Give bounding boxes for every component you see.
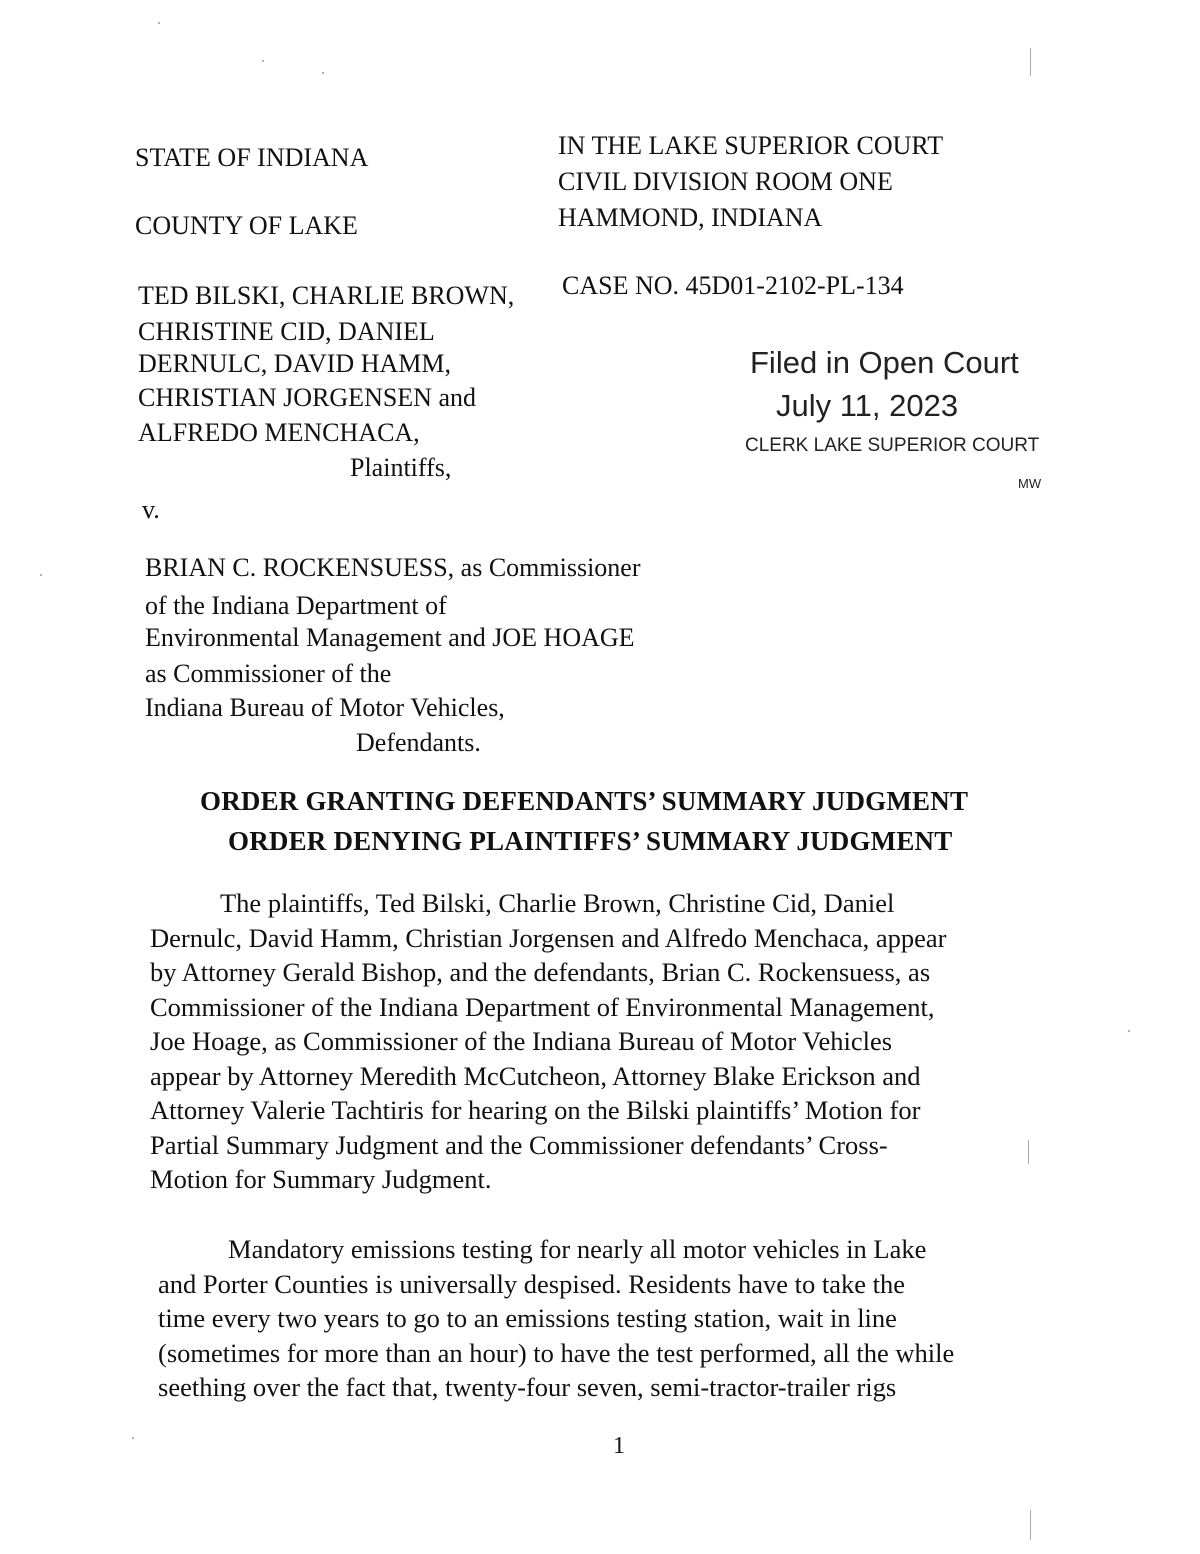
paragraph-appearances bbox=[150, 886, 946, 1197]
scan-mark bbox=[1028, 1140, 1029, 1164]
paragraph-line: Motion for Summary Judgment. bbox=[150, 1164, 492, 1194]
scan-speck bbox=[322, 72, 324, 74]
defendant-line: of the Indiana Department of bbox=[145, 591, 447, 620]
filed-stamp-line: Filed in Open Court bbox=[750, 345, 1019, 380]
paragraph-line: Attorney Valerie Tachtiris for hearing on the Bilski plaintiffs’ Motion for bbox=[150, 1095, 921, 1125]
paragraph-line: (sometimes for more than an hour) to have the test performed, all the while bbox=[158, 1337, 955, 1368]
plaintiff-line: CHRISTINE CID, DANIEL bbox=[138, 317, 435, 346]
paragraph-line: Commissioner of the Indiana Department of Environmental Management, bbox=[150, 991, 935, 1022]
versus: v. bbox=[142, 495, 160, 524]
order-title-line1: ORDER GRANTING DEFENDANTS’ SUMMARY JUDGMENT bbox=[200, 786, 969, 816]
plaintiff-line: CHRISTIAN JORGENSEN and bbox=[138, 383, 476, 412]
scan-mark bbox=[1030, 1510, 1031, 1540]
paragraph-emissions bbox=[158, 1232, 954, 1405]
scan-mark bbox=[1030, 48, 1031, 76]
page-number: 1 bbox=[613, 1433, 625, 1459]
state-label: STATE OF INDIANA bbox=[135, 143, 369, 172]
scan-speck bbox=[132, 1437, 134, 1439]
defendant-line: Indiana Bureau of Motor Vehicles, bbox=[145, 693, 505, 722]
paragraph-line: The plaintiffs, Ted Bilski, Charlie Brown, Christine Cid, Daniel bbox=[220, 888, 895, 918]
court-name: IN THE LAKE SUPERIOR COURT bbox=[558, 131, 944, 160]
county-label: COUNTY OF LAKE bbox=[135, 211, 358, 240]
order-title-line2: ORDER DENYING PLAINTIFFS’ SUMMARY JUDGMENT bbox=[228, 826, 953, 856]
defendant-line: Environmental Management and JOE HOAGE bbox=[145, 623, 635, 652]
defendant-line: as Commissioner of the bbox=[145, 659, 392, 688]
paragraph-line: Mandatory emissions testing for nearly all motor vehicles in Lake bbox=[228, 1234, 927, 1264]
paragraph-line: Partial Summary Judgment and the Commissioner defendants’ Cross- bbox=[150, 1129, 888, 1160]
scan-speck bbox=[40, 574, 42, 576]
paragraph-line: Joe Hoage, as Commissioner of the Indiana Bureau of Motor Vehicles bbox=[150, 1026, 893, 1056]
plaintiff-line: DERNULC, DAVID HAMM, bbox=[138, 349, 451, 378]
defendants-label: Defendants. bbox=[356, 728, 481, 757]
scan-speck bbox=[262, 60, 264, 62]
paragraph-line: time every two years to go to an emissions testing station, wait in line bbox=[158, 1303, 897, 1333]
paragraph-line: by Attorney Gerald Bishop, and the defendants, Brian C. Rockensuess, as bbox=[150, 957, 931, 987]
court-division: CIVIL DIVISION ROOM ONE bbox=[558, 167, 893, 196]
filed-stamp-clerk: CLERK LAKE SUPERIOR COURT bbox=[745, 435, 1040, 456]
paragraph-line: and Porter Counties is universally despised. Residents have to take the bbox=[158, 1268, 906, 1299]
case-number: CASE NO. 45D01-2102-PL-134 bbox=[562, 271, 904, 300]
court-location: HAMMOND, INDIANA bbox=[558, 203, 823, 232]
scan-speck bbox=[158, 22, 160, 24]
plaintiffs-label: Plaintiffs, bbox=[350, 453, 452, 482]
paragraph-line: Dernulc, David Hamm, Christian Jorgensen and Alfredo Menchaca, appear bbox=[150, 922, 947, 953]
plaintiff-line: ALFREDO MENCHACA, bbox=[138, 418, 420, 447]
filed-stamp-date: July 11, 2023 bbox=[776, 388, 959, 423]
plaintiff-line: TED BILSKI, CHARLIE BROWN, bbox=[138, 281, 515, 310]
defendant-line: BRIAN C. ROCKENSUESS, as Commissioner bbox=[145, 553, 641, 582]
paragraph-line: appear by Attorney Meredith McCutcheon, Attorney Blake Erickson and bbox=[150, 1060, 921, 1091]
scan-speck bbox=[1128, 1030, 1130, 1032]
paragraph-line: seething over the fact that, twenty-four seven, semi-tractor-trailer rigs bbox=[158, 1372, 897, 1402]
filed-stamp-initials: MW bbox=[1018, 476, 1042, 491]
